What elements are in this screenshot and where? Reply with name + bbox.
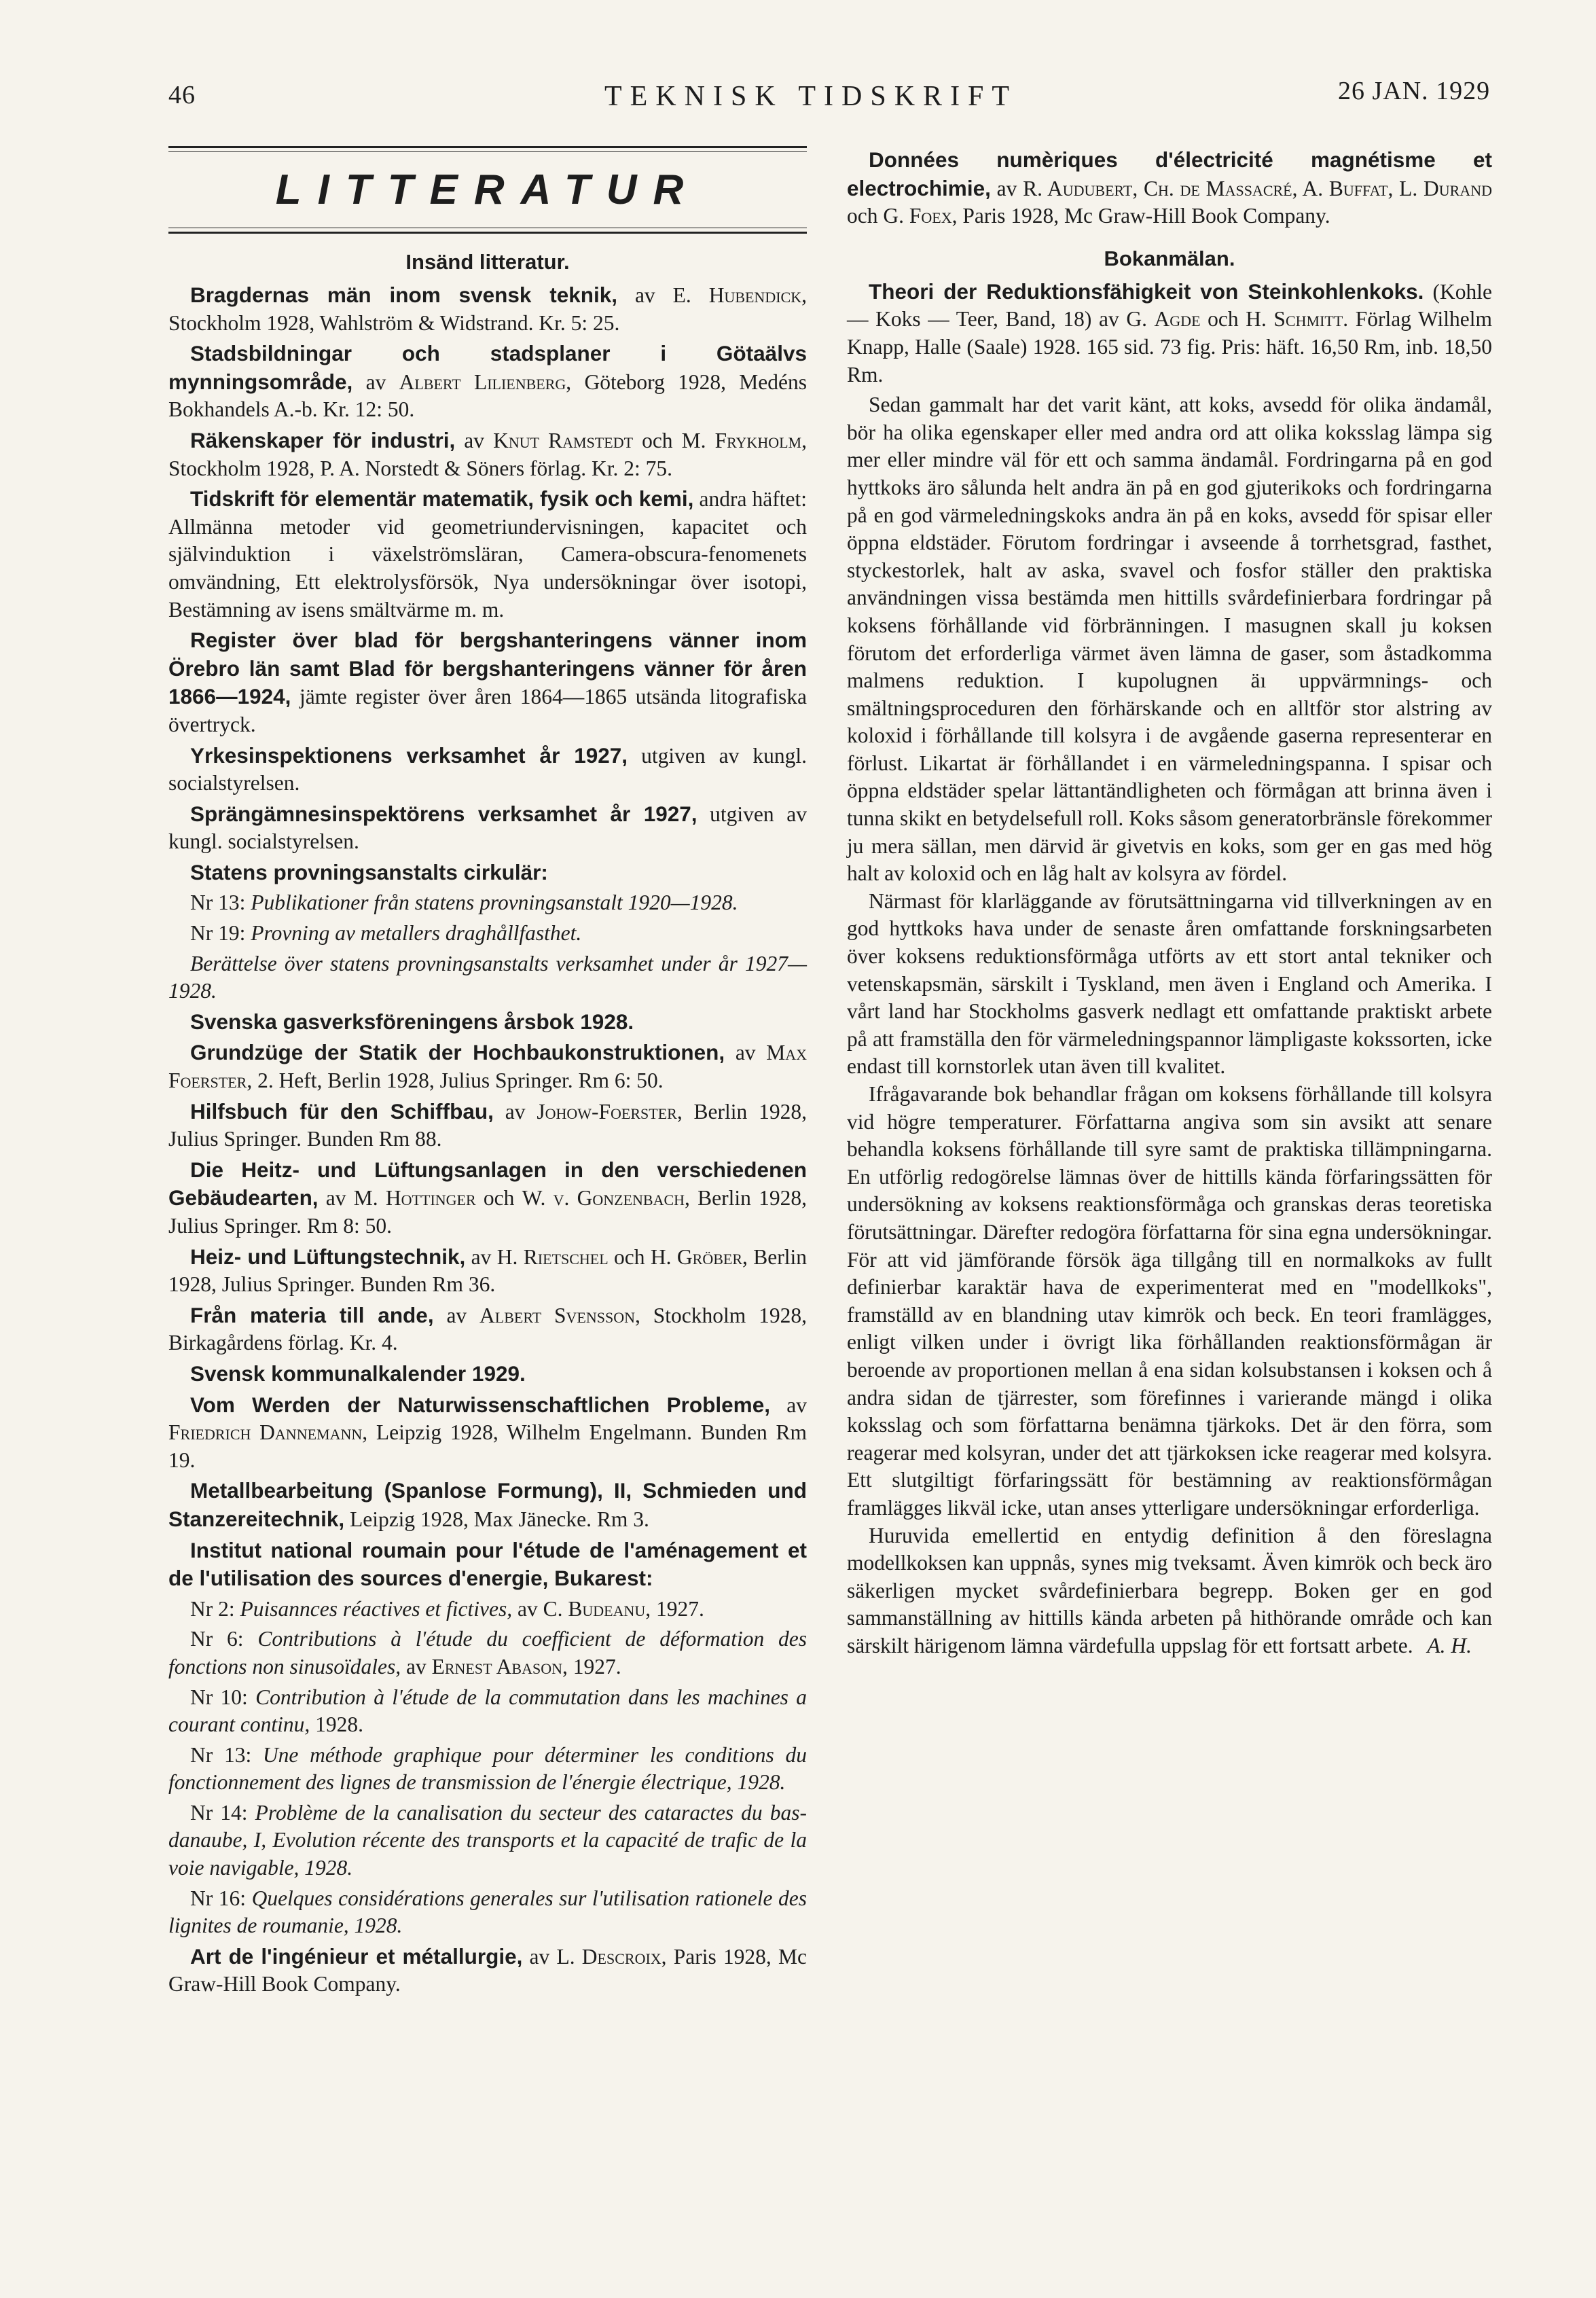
review-paragraph: Huruvida emellertid en entydig definition å den föreslagna modellkoksen kan uppnås, synes mig tveksamt. Även kimrök och beck äro säkerligen mycket svårdefinierbara begrepp. Boken ger en god sammanställning av hittills kända arbeten på hithörande område och kan särskilt härigenom lämna värdefulla uppslag för ett fortsatt arbete. [847, 1523, 1492, 1657]
literature-entry: Hilfsbuch für den Schiffbau, av Johow-Foerster, Berlin 1928, Julius Springer. Bunden Rm 88. [168, 1098, 807, 1151]
literature-subentry: Nr 6: Contributions à l'étude du coefficient de déformation des fonctions non sinusoïdales, av Ernest Abason, 1927. [168, 1627, 807, 1678]
literature-entry: Art de l'ingénieur et métallurgie, av L. Descroix, Paris 1928, Mc Graw-Hill Book Company. [168, 1943, 807, 1996]
literature-entry: Svenska gasverksföreningens årsbok 1928. [190, 1009, 634, 1034]
bottom-rule [168, 232, 807, 234]
literature-subentry: Nr 13: Publikationer från statens provningsanstalt 1920—1928. [190, 891, 738, 915]
literature-entry: Stadsbildningar och stadsplaner i Götaälvs mynningsområde, av Albert Lilienberg, Göteborg 1928, Medéns Bokhandels A.-b. Kr. 12: 50. [168, 341, 807, 422]
right-column [847, 146, 1492, 1660]
review-entry: Theori der Reduktionsfähigkeit von Steinkohlenkoks. (Kohle — Koks — Teer, Band, 18) av G. Agde och H. Schmitt. Förlag Wilhelm Knapp, Halle (Saale) 1928. 165 sid. 73 fig. Pris: häft. 16,50 Rm, inb. 18,50 Rm. [847, 279, 1492, 387]
literature-entry: Yrkesinspektionens verksamhet år 1927, utgiven av kungl. socialstyrelsen. [168, 742, 807, 795]
literature-entry: Grundzüge der Statik der Hochbaukonstruktionen, av Max Foerster, 2. Heft, Berlin 1928, Julius Springer. Rm 6: 50. [168, 1040, 807, 1093]
literature-entry: Svensk kommunalkalender 1929. [190, 1361, 526, 1386]
literature-entry: Register över blad för bergshanteringens vänner inom Örebro län samt Blad för bergshanteringens vänner för åren 1866—1924, jämte register över åren 1864—1865 utsända litografiska övertryck. [168, 628, 807, 736]
review-signature: A. H. [1427, 1634, 1472, 1658]
literature-entry: Données numèriques d'électricité magnétisme et electrochimie, av R. Audubert, Ch. de Massacré, A. Buffat, L. Durand och G. Foex, Paris 1928, Mc Graw-Hill Book Company. [847, 147, 1492, 228]
literature-entry: Räkenskaper för industri, av Knut Ramstedt och M. Frykholm, Stockholm 1928, P. A. Norstedt & Söners förlag. Kr. 2: 75. [168, 427, 807, 480]
page-number: 46 [168, 81, 196, 109]
subheading-received: Insänd litteratur. [405, 250, 570, 274]
issue-date: 26 JAN. 1929 [1338, 77, 1491, 105]
literature-entry: Vom Werden der Naturwissenschaftlichen Probleme, av Friedrich Dannemann, Leipzig 1928, Wilhelm Engelmann. Bunden Rm 19. [168, 1392, 807, 1472]
review-paragraph: Ifrågavarande bok behandlar frågan om koksens förhållande till kolsyra vid högre temperaturer. Författarna angiva som sin avsikt att senare behandla koksens förhållande till syre samt de praktiska tillämpningarna. En utförlig redogörelse lämnas över de hittills kända förfaringssätten för undersökning av koksens reaktionsförmåga och granskas deras teoretiska förutsättningar. Därefter redogöra författarna för sina egna undersökningar. För att vid jämförande försök äga tillgång till en normalkoks av fullt definierbar karaktär hava de experimenterat med en "modellkoks", framställd av en blandning utav kimrök och beck. En teori framlägges, enligt vilken under i övrigt lika förhållanden reaktionsförmågan är beroende av proportionen mellan å ena sidan kolsubstansen i koksen och å andra sidan de tjärrester, som förefinnes i varierande mängd i olika koksslag och som författarna benämna tjärkoks. Det är den förra, som reagerar med kolsyran, under det att tjärkoksen icke reagerar med kolsyra. Ett slutgiltigt förfaringssätt för bestämning av reaktionsförmågan framlägges likväl icke, utan anses ytterligare undersökningar erforderliga. [847, 1082, 1492, 1520]
literature-entry: Bragdernas män inom svensk teknik, av E. Hubendick, Stockholm 1928, Wahlström & Widstrand. Kr. 5: 25. [168, 283, 807, 335]
literature-entry: Metallbearbeitung (Spanlose Formung), II, Schmieden und Stanzereitechnik, Leipzig 1928, Max Jänecke. Rm 3. [168, 1478, 807, 1531]
literature-subentry: Nr 2: Puisannces réactives et fictives, av C. Budeanu, 1927. [190, 1596, 704, 1621]
top-rule [168, 146, 807, 148]
literature-subentry: Berättelse över statens provningsanstalts verksamhet under år 1927—1928. [168, 951, 807, 1003]
journal-title: TEKNISK TIDSKRIFT [604, 81, 1018, 112]
literature-subentry: Nr 14: Problème de la canalisation du secteur des cataractes du bas- danaube, I, Evolution récente des transports et la capacité de trafic de la voie navigable, 1928. [168, 1800, 807, 1880]
literature-subentry: Nr 13: Une méthode graphique pour déterminer les conditions du fonctionnement des lignes de transmission de l'énergie électrique, 1928. [168, 1742, 807, 1795]
literature-subentry: Nr 10: Contribution à l'étude de la commutation dans les machines a courant continu, 1928. [168, 1685, 807, 1737]
literature-entry: Statens provningsanstalts cirkulär: [190, 859, 548, 884]
subheading-review: Bokanmälan. [1104, 246, 1235, 270]
review-paragraph: Närmast för klarläggande av förutsättningarna vid tillverkningen av en god hyttkoks hava under de senaste åren omfattande forskningsarbeten över koksens reduktionsförmåga utförts av ett stort antal tekniker och vetenskapsmän, särskilt i Tyskland, men även i England och Amerika. I vårt land har Stockholms gasverk nedlagt ett omfattande praktiskt arbete på att framställa den för värmeledningspannor lämpligaste kokssorten, icke endast till kornstorlek utan även till kvalitet. [847, 888, 1492, 1079]
literature-subentry: Nr 19: Provning av metallers draghållfasthet. [190, 921, 582, 946]
left-column [168, 146, 807, 2001]
literature-entry: Institut national roumain pour l'étude de l'aménagement et de l'utilisation des sources d'energie, Bukarest: [168, 1537, 807, 1591]
literature-entry: Från materia till ande, av Albert Svensson, Stockholm 1928, Birkagårdens förlag. Kr. 4. [168, 1302, 807, 1355]
literature-entry: Sprängämnesinspektörens verksamhet år 1927, utgiven av kungl. socialstyrelsen. [168, 801, 807, 854]
literature-entry: Heiz- und Lüftungstechnik, av H. Rietschel och H. Gröber, Berlin 1928, Julius Springer. Bunden Rm 36. [168, 1244, 808, 1297]
literature-entry: Tidskrift för elementär matematik, fysik och kemi, andra häftet: Allmänna metoder vid geometriundervisningen, kapacitet och självinduktion i växelströmsläran, Camera-obscura-fenomenets omvändning, Ett elektrolysförsök, Nya undersökningar över isotopi, Bestämning av isens smältvärme m. m. [168, 486, 807, 622]
top-rule-thin [168, 151, 807, 152]
literature-entry: Die Heitz- und Lüftungsanlagen in den verschiedenen Gebäudearten, av M. Hottinger och W. v. Gonzenbach, Berlin 1928, Julius Springer. Rm 8: 50. [168, 1157, 808, 1238]
literature-subentry: Nr 16: Quelques considérations generales sur l'utilisation rationele des lignites de roumanie, 1928. [168, 1886, 807, 1938]
section-title: LITTERATUR [275, 166, 700, 213]
review-paragraph: Sedan gammalt har det varit känt, att koks, avsedd för olika ändamål, bör ha olika egenskaper eller med andra ord att olika koksslag lämpa sig mer eller mindre väl för ett och samma ändamål. Fordringarna på en god hyttkoks äro sålunda helt andra än på en god gjuterikoks och fordringarna på en god värmeledningskoks andra än på en koks, avsedd för spisar eller öppna eldstäder. Förutom fordringar i avseende å torrhetsgrad, fasthet, styckestorlek, halt av aska, svavel och fosfor ställer den praktiska användningen vissa bestämda men hittills svårdefinierbara fordringar på koksens förhållande vid förbränningen. I masugnen skall ju koksen förutom det erforderliga värmet även lämna de gaser, som åstadkomma malmens reduktion. I kupolugnen äı uppvärmnings- och smältningsproceduren den förhärskande och en alltför stor alstring av koloxid i förhållande till kolsyra i de avgående gaserna representerar en förlust. Likartat är förhållandet i en värmeledningspanna. I spisar och öppna eldstäder spelar lättantändligheten och förmågan att brinna även i tunna skikt en betydelsefull roll. Koks såsom generatorbränsle förekommer ju mera sällan, men därvid är givetvis en koks, som ger en gas med hög halt av koloxid och en låg halt av kolsyra av fördel. [847, 393, 1492, 886]
